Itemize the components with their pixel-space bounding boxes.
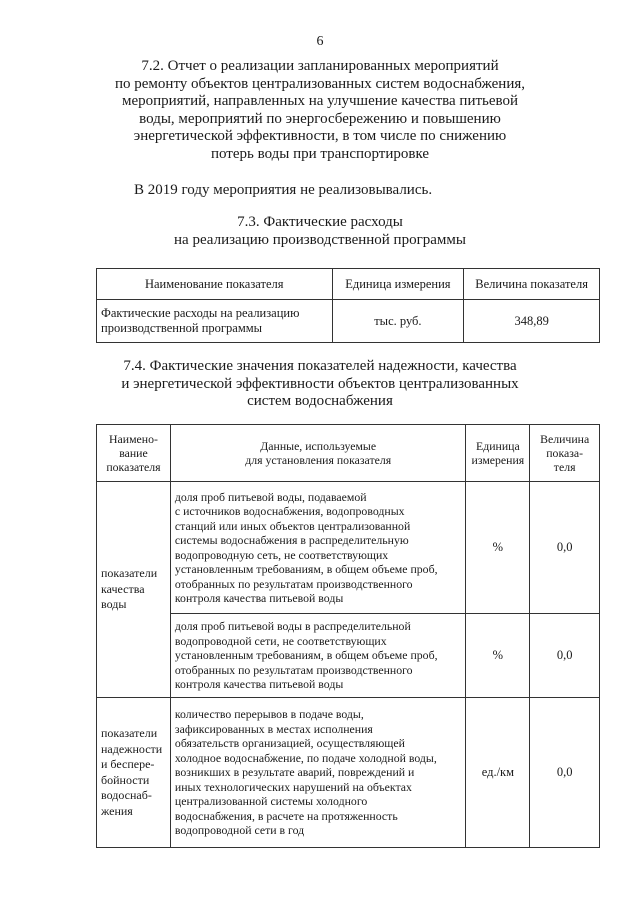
title-line: 7.4. Фактические значения показателей надежности, качества bbox=[123, 358, 517, 374]
indicator-unit: % bbox=[466, 482, 530, 614]
cell-line: показатели bbox=[101, 566, 158, 581]
cell-line: производственной программы bbox=[101, 321, 263, 335]
header-line: для установления показателя bbox=[245, 453, 392, 467]
cell-line: отобранных по результатам производственного bbox=[174, 576, 413, 591]
page-number: 6 bbox=[316, 34, 324, 49]
header-line: Данные, используемые bbox=[260, 439, 377, 453]
header-line: Наимено- bbox=[109, 432, 158, 446]
section-7-2-text: В 2019 году мероприятия не реализовывались. bbox=[134, 182, 433, 198]
cell-line: жения bbox=[101, 803, 133, 818]
section-7-4-title bbox=[0, 358, 640, 411]
indicator-value: 0,0 bbox=[530, 614, 600, 698]
title-line: мероприятий, направленных на улучшение качества питьевой bbox=[121, 93, 519, 109]
indicator-value: 0,0 bbox=[530, 482, 600, 614]
cell-line: иных технологических нарушений на объектах bbox=[174, 779, 412, 794]
indicator-unit: тыс. руб. bbox=[332, 300, 464, 343]
header-line: Единица bbox=[476, 439, 520, 453]
cell-line: с источников водоснабжения, водопроводных bbox=[174, 504, 405, 518]
cell-line: воды bbox=[101, 597, 127, 612]
cell-line: Фактические расходы на реализацию bbox=[101, 306, 300, 320]
header-line: вание bbox=[119, 446, 148, 460]
category-reliability bbox=[97, 698, 171, 848]
header-unit bbox=[466, 425, 530, 482]
table-header-row bbox=[97, 269, 600, 300]
cell-line: количество перерывов в подаче воды, bbox=[174, 707, 364, 722]
indicators-table bbox=[96, 424, 600, 848]
cell-line: возникших в результате аварий, повреждений и bbox=[174, 765, 415, 780]
table-row bbox=[97, 300, 600, 343]
cell-line: станций или иных объектов централизованной bbox=[174, 518, 411, 533]
header-line: теля bbox=[553, 460, 576, 474]
indicator-data bbox=[170, 614, 466, 698]
cell-line: водопроводной сети в год bbox=[174, 823, 305, 838]
cell-line: системы водоснабжения в распределительную bbox=[174, 533, 409, 547]
cell-line: качества bbox=[101, 581, 145, 596]
header-value: Величина показателя bbox=[464, 269, 600, 300]
indicator-unit: ед./км bbox=[466, 698, 530, 848]
cell-line: показатели bbox=[101, 726, 158, 740]
title-line: систем водоснабжения bbox=[247, 393, 393, 409]
table-header-row bbox=[97, 425, 600, 482]
title-line: воды, мероприятий по энергосбережению и повышению bbox=[139, 110, 501, 127]
table-row bbox=[97, 698, 600, 848]
cell-line: надежности bbox=[101, 741, 163, 756]
indicator-value: 0,0 bbox=[530, 698, 600, 848]
indicator-name bbox=[97, 300, 333, 343]
section-7-3-title bbox=[0, 214, 640, 249]
header-data bbox=[170, 425, 466, 482]
cell-line: и беспере- bbox=[101, 757, 155, 771]
table-row bbox=[97, 482, 600, 614]
header-name: Наименование показателя bbox=[97, 269, 333, 300]
indicator-value: 348,89 bbox=[464, 300, 600, 343]
indicator-data bbox=[170, 482, 466, 614]
title-line: и энергетической эффективности объектов централизованных bbox=[121, 375, 519, 392]
header-line: Величина bbox=[540, 432, 590, 446]
expenses-table bbox=[96, 268, 600, 343]
cell-line: установленным требованиям, в общем объеме проб, bbox=[174, 648, 438, 663]
header-name bbox=[97, 425, 171, 482]
header-unit: Единица измерения bbox=[332, 269, 464, 300]
cell-line: централизованной системы холодного bbox=[174, 794, 368, 809]
section-7-2-title bbox=[0, 58, 640, 163]
cell-line: доля проб питьевой воды в распределительной bbox=[174, 619, 411, 634]
cell-line: установленным требованиям, в общем объеме проб, bbox=[174, 562, 438, 576]
cell-line: бойности bbox=[101, 772, 150, 787]
title-line: по ремонту объектов централизованных систем водоснабжения, bbox=[114, 75, 525, 92]
category-water-quality bbox=[97, 482, 171, 698]
cell-line: зафиксированных в местах исполнения bbox=[174, 721, 373, 736]
cell-line: холодное водоснабжение, по подаче холодной воды, bbox=[174, 750, 437, 765]
table-row bbox=[97, 614, 600, 698]
title-line: потерь воды при транспортировке bbox=[210, 145, 430, 162]
title-line: на реализацию производственной программы bbox=[174, 231, 466, 248]
cell-line: контроля качества питьевой воды bbox=[174, 677, 344, 692]
cell-line: водоснаб- bbox=[101, 788, 152, 802]
header-line: показа- bbox=[546, 446, 584, 460]
title-line: 7.3. Фактические расходы bbox=[237, 214, 403, 230]
header-line: измерения bbox=[471, 453, 525, 467]
title-line: 7.2. Отчет о реализации запланированных мероприятий bbox=[141, 58, 499, 74]
header-line: показателя bbox=[106, 460, 161, 474]
cell-line: отобранных по результатам производственного bbox=[174, 662, 413, 677]
cell-line: контроля качества питьевой воды bbox=[174, 591, 344, 605]
cell-line: водопроводную сеть, не соответствующих bbox=[174, 547, 389, 562]
indicator-unit: % bbox=[466, 614, 530, 698]
indicator-data bbox=[170, 698, 466, 848]
header-value bbox=[530, 425, 600, 482]
cell-line: доля проб питьевой воды, подаваемой bbox=[174, 489, 367, 504]
cell-line: водопроводной сети, не соответствующих bbox=[174, 633, 387, 648]
cell-line: обязательств организацией, осуществляющей bbox=[174, 736, 405, 751]
cell-line: водоснабжения, в расчете на протяженность bbox=[174, 808, 398, 823]
title-line: энергетической эффективности, в том числе по снижению bbox=[133, 128, 507, 144]
